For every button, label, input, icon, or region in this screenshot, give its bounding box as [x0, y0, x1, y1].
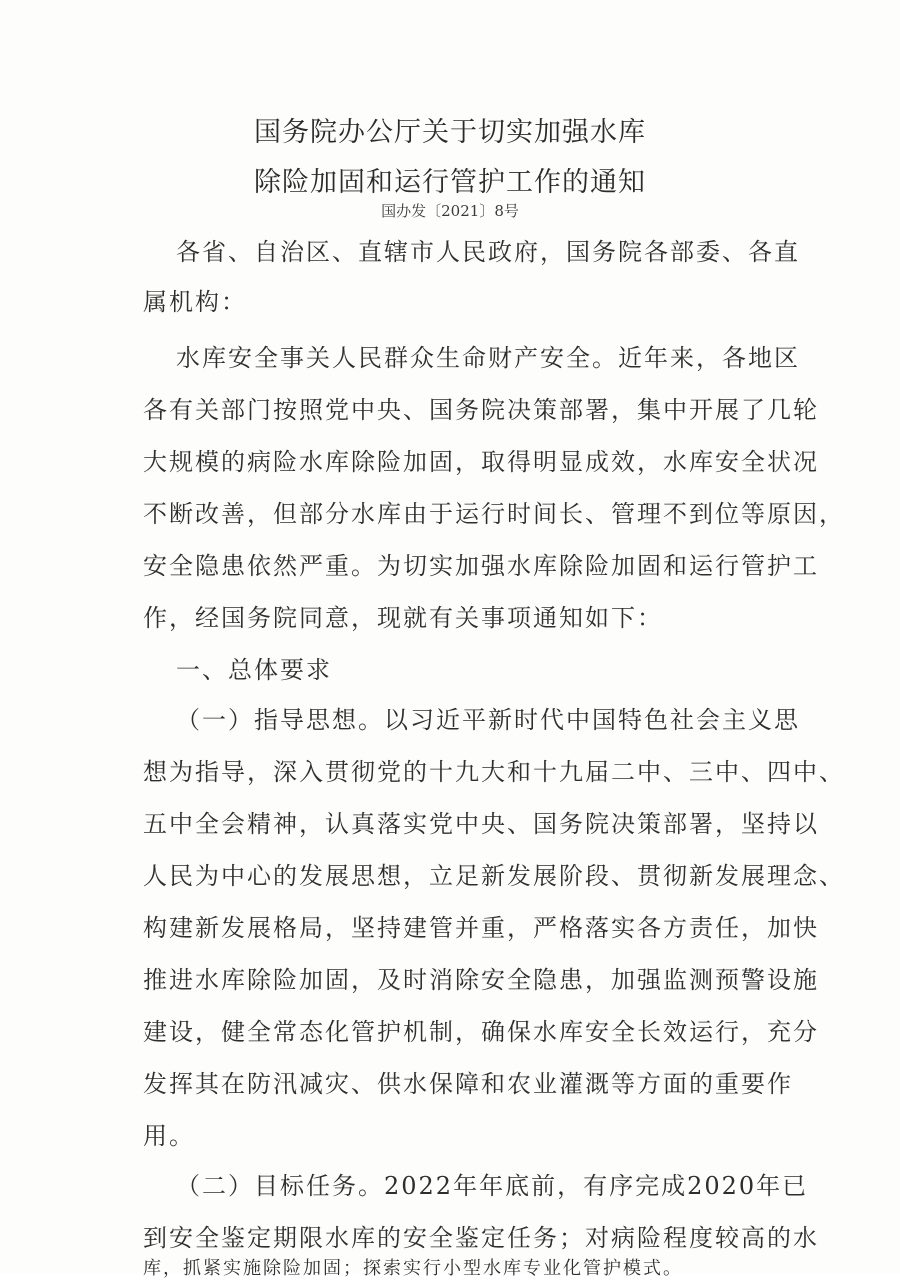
- paragraph-line: 推进水库除险加固，及时消除安全隐患，加强监测预警设施: [143, 966, 819, 994]
- document-title-line-1: 国务院办公厅关于切实加强水库: [254, 117, 646, 148]
- salutation-line: 各省、自治区、直辖市人民政府，国务院各部委、各直: [176, 238, 800, 266]
- document-title-line-2: 除险加固和运行管护工作的通知: [254, 167, 646, 198]
- section-heading: 一、总体要求: [176, 656, 332, 684]
- paragraph-line: 想为指导，深入贯彻党的十九大和十九届二中、三中、四中、: [143, 758, 845, 786]
- paragraph-line: 用。: [143, 1122, 195, 1150]
- salutation-line: 属机构：: [143, 288, 247, 316]
- paragraph-line: 水库安全事关人民群众生命财产安全。近年来，各地区: [176, 344, 800, 372]
- paragraph-line: 发挥其在防汛减灾、供水保障和农业灌溉等方面的重要作: [143, 1070, 793, 1098]
- paragraph-line: 大规模的病险水库除险加固，取得明显成效，水库安全状况: [143, 448, 819, 476]
- paragraph-line: 不断改善，但部分水库由于运行时间长、管理不到位等原因，: [143, 500, 845, 528]
- paragraph-line: 作，经国务院同意，现就有关事项通知如下：: [143, 604, 663, 632]
- paragraph-line: （一）指导思想。以习近平新时代中国特色社会主义思: [176, 706, 800, 734]
- paragraph-line: 安全隐患依然严重。为切实加强水库除险加固和运行管护工: [143, 552, 819, 580]
- paragraph-line: 人民为中心的发展思想，立足新发展阶段、贯彻新发展理念、: [143, 862, 845, 890]
- paragraph-line: （二）目标任务。2022年年底前，有序完成2020年已: [176, 1172, 809, 1200]
- paragraph-line: 各有关部门按照党中央、国务院决策部署，集中开展了几轮: [143, 396, 819, 424]
- paragraph-line: 建设，健全常态化管护机制，确保水库安全长效运行，充分: [143, 1018, 819, 1046]
- paragraph-line: 构建新发展格局，坚持建管并重，严格落实各方责任，加快: [143, 914, 819, 942]
- paragraph-line: 库，抓紧实施除险加固；探索实行小型水库专业化管护模式。: [143, 1258, 683, 1279]
- paragraph-line: 五中全会精神，认真落实党中央、国务院决策部署，坚持以: [143, 810, 819, 838]
- document-number: 国办发〔2021〕8号: [381, 202, 519, 220]
- paragraph-line: 到安全鉴定期限水库的安全鉴定任务；对病险程度较高的水: [143, 1224, 819, 1252]
